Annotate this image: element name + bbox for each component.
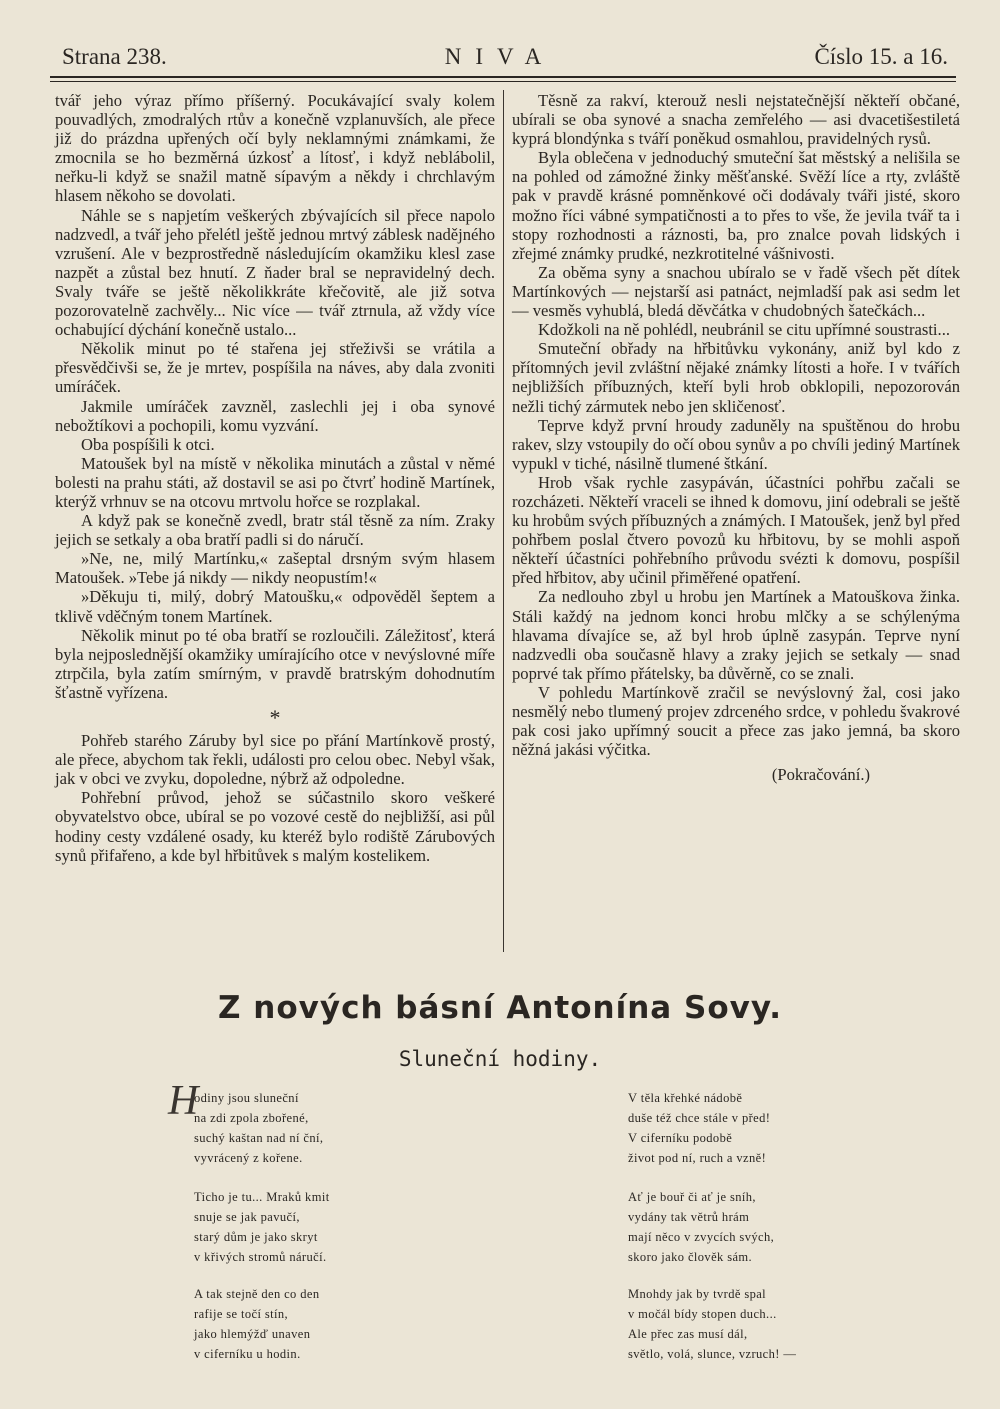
poem-line: rafije se točí stín, bbox=[194, 1307, 289, 1321]
paragraph: Několik minut po té stařena jej střeživši se vrátila a přesvědčivši se, že je mrtev, pospíšila na náves, aby dala zvoniti umíráček. bbox=[55, 339, 495, 397]
poem-line: Mnohdy jak by tvrdě spal bbox=[628, 1287, 767, 1301]
paragraph: Hrob však rychle zasypáván, účastníci pohřbu začali se rozcházeti. Někteří vraceli se ihned k domovu, jiní odebrali se ještě ku hrobům svých příbuzných a známých. I Matoušek, jenž byl před pohřbem poslal čtvero povozů ku hřbitovu, by se mohli aspoň někteří účastníci pohřebního průvodu svézti k domovu, pospíšil před hřbitov, aby učinil přiměřené opatření. bbox=[512, 472, 960, 588]
poem-stanza bbox=[194, 1187, 330, 1267]
poem-line: snuje se jak pavučí, bbox=[194, 1210, 300, 1224]
poem-line: vyvrácený z kořene. bbox=[194, 1151, 303, 1165]
paragraph: tvář jeho výraz přímo příšerný. Pocukávající svaly kolem pouvadlých, zmodralých rtův a konečně vzplanuvších, ale přece již do prázdna upřených očí byly neklamnými známkami, že zmocnila se ho bezměrná úzkosť a lítosť, i když neblábolil, neřku-li když se snažil matně sípavým a někdy i chrchlavým hlasem někoho se dovolati. bbox=[55, 91, 495, 206]
poem-stanza bbox=[194, 1088, 323, 1168]
poem-line: světlo, volá, slunce, vzruch! — bbox=[628, 1347, 797, 1361]
section-break-asterisk: * bbox=[269, 705, 281, 730]
poem-line: suchý kaštan nad ní ční, bbox=[194, 1131, 324, 1145]
right-article-column bbox=[512, 91, 960, 784]
poem-line: starý dům je jako skryt bbox=[194, 1230, 318, 1244]
paragraph: A když pak se konečně zvedl, bratr stál těsně za ním. Zraky jejich se setkaly a oba bratří padli si do náručí. bbox=[55, 511, 495, 550]
paragraph: Pohřeb starého Záruby byl sice po přání Martínkově prostý, ale přece, abychom tak řekli, události pro celou obec. Nebyl však, jak v obci ve zvyku, dopoledne, nýbrž až odpoledne. bbox=[55, 731, 495, 789]
continued-note: (Pokračování.) bbox=[771, 765, 870, 785]
paragraph: »Děkuju ti, milý, dobrý Matoušku,« odpověděl šeptem a tklivě vděčným tonem Martínek. bbox=[55, 587, 495, 626]
poem-line: duše též chce stále v před! bbox=[628, 1111, 771, 1125]
paragraph: Matoušek byl na místě v několika minutách a zůstal v němé bolesti na prahu státi, až dostavil se asi po čtvrť hodině Martínek, kterýž vrhnuv se na otcovu mrtvolu hořce se rozplakal. bbox=[55, 453, 495, 511]
header-rule-thin bbox=[50, 81, 956, 82]
paragraph: Smuteční obřady na hřbitůvku vykonány, aniž byl kdo z přítomných jevil zvláštní nějaké známky lítosti a hoře. I v tvářích nejbližších příbuzných, kteří byli hrob obklopili, nepozorován nežli tichý zármutek nebo jen skličenosť. bbox=[512, 339, 960, 416]
poem-line: vydány tak větrů hrám bbox=[628, 1210, 750, 1224]
paragraph: Oba pospíšili k otci. bbox=[81, 434, 215, 454]
poem-line: odiny jsou sluneční bbox=[194, 1091, 299, 1105]
issue-number: Číslo 15. a 16. bbox=[814, 44, 948, 69]
page-header bbox=[0, 44, 1000, 74]
poem-line: Ať je bouř či ať je sníh, bbox=[628, 1190, 756, 1204]
column-divider bbox=[503, 90, 504, 952]
poem-line: V ciferníku podobě bbox=[628, 1131, 733, 1145]
poem-line: Ticho je tu... Mraků kmit bbox=[194, 1190, 330, 1204]
left-article-column bbox=[55, 91, 495, 865]
poem-stanza bbox=[628, 1187, 774, 1267]
paragraph: Za nedlouho zbyl u hrobu jen Martínek a Matouškova žinka. Stáli každý na jednom konci hrobu mlčky a se schýlenýma hlavama dívajíce se, až byl hrob úplně zasypán. Teprve nyní nadzvedli oba současně hlavy a zraky jejich se setkaly — snad poprvé tak přímo přátelsky, ba důvěrně, co se znali. bbox=[512, 587, 960, 683]
paragraph: »Ne, ne, milý Martínku,« zašeptal drsným svým hlasem Matoušek. »Tebe já nikdy — nikdy neopustím!« bbox=[55, 549, 495, 588]
poem-line: jako hlemýžď unaven bbox=[194, 1327, 311, 1341]
paragraph: Jakmile umíráček zavzněl, zaslechli jej i oba synové nebožtíkovi a pochopili, komu vyzvání. bbox=[55, 396, 495, 435]
paragraph: Pohřební průvod, jehož se súčastnilo skoro veškeré obyvatelstvo obce, ubíral se po vozové cestě do nejbližší, asi půl hodiny cesty vzdálené osady, ku kteréž bylo rodiště Zárubových synů přifařeno, a kde byl hřbitůvek s malým kostelikem. bbox=[55, 788, 495, 865]
paragraph: Byla oblečena v jednoduchý smuteční šat městský a nelišila se na pohled od zámožné žinky měšťanské. Svěží líce a rty, zvláště pak v pravdě krásné pomněnkové oči dodávaly tváři jisté, skoro možno říci vábné sympatičnosti a to přes to vše, že jevila tvář ta i stopy rozhodnosti a ráznosti, ba, pro znalce povah lidských i zřejmé známky prudké, nezkrotitelné vášnivosti. bbox=[512, 148, 960, 263]
paragraph: Několik minut po té oba bratří se rozloučili. Záležitosť, která byla nejposlednější okamžiky umírajícího otce v nevýslovné míře ztrpčila, byla zatím smírným, v pravdě bratrským dohodnutím šťastně vyřízena. bbox=[55, 625, 495, 702]
poem-dropcap: H bbox=[168, 1078, 199, 1124]
poem-line: Ale přec zas musí dál, bbox=[628, 1327, 748, 1341]
poem-line: v ciferníku u hodin. bbox=[194, 1347, 301, 1361]
poem-line: v křivých stromů náručí. bbox=[194, 1250, 327, 1264]
section-title: Z nových básní Antonína Sovy. bbox=[218, 990, 782, 1026]
paragraph: Kdožkoli na ně pohlédl, neubránil se citu upřímné soustrasti... bbox=[538, 320, 950, 340]
header-rule-thick bbox=[50, 76, 956, 78]
paragraph: V pohledu Martínkově zračil se nevýslovný žal, cosi jako nesmělý nebo tlumený projev zdrceného srdce, v pohledu švakrové pak cosi jako upřímný soucit a přece zas jako jemná, ba skoro něžná jakási výčitka. bbox=[512, 682, 960, 760]
poem-stanza bbox=[628, 1284, 796, 1364]
paragraph: Teprve když první hroudy zaduněly na spuštěnou do hrobu rakev, slzy vstoupily do očí obou synův a po chvíli jediný Martínek vypukl v tiché, násilně tlumené štkání. bbox=[512, 415, 960, 473]
paragraph: Těsně za rakví, kterouž nesli nejstatečnější někteří občané, ubírali se oba synové a snacha zemřelého — asi dvacetišestiletá kyprá blondýnka s tváří poněkud osmahlou, pravidelných rysů. bbox=[512, 91, 960, 149]
poem-title: Sluneční hodiny. bbox=[398, 1047, 602, 1071]
paragraph: Náhle se s napjetím veškerých zbývajících sil přece napolo nadzvedl, a tvář jeho přelétl ještě jednou mrtvý záblesk nadějného vzrušení. Ale v bezprostředně následujícím okamžiku klesl zase nazpět a zůstal bez hnutí. Z ňader bral se nepravidelný dech. Svaly tváře se ještě několikkráte křečovitě, ale již sotva pozorovatelně zachvěly... Nic více — tvář ztrnula, až vždy více ochabující dýchání konečně ustalo... bbox=[55, 205, 495, 340]
poem-line: na zdi zpola zbořené, bbox=[194, 1111, 309, 1125]
poem-line: v močál bídy stopen duch... bbox=[628, 1307, 777, 1321]
poem-line: mají něco v zvycích svých, bbox=[628, 1230, 775, 1244]
poem-line: skoro jako člověk sám. bbox=[628, 1250, 753, 1264]
poem-line: A tak stejně den co den bbox=[194, 1287, 320, 1301]
paragraph: Za oběma syny a snachou ubíralo se v řadě všech pět dítek Martínkových — nejstarší asi patnáct, nejmladší pak asi sedm let — vesměs vyhublá, bledá děvčátka v chudobných šatečkách... bbox=[512, 262, 960, 321]
poem-stanza bbox=[194, 1284, 319, 1364]
page-number: Strana 238. bbox=[62, 44, 167, 69]
poem-line: V těla křehké nádobě bbox=[628, 1091, 743, 1105]
poem-stanza bbox=[628, 1088, 770, 1168]
journal-title: NIVA bbox=[444, 44, 556, 69]
poem-line: život pod ní, ruch a vzně! bbox=[628, 1151, 767, 1165]
